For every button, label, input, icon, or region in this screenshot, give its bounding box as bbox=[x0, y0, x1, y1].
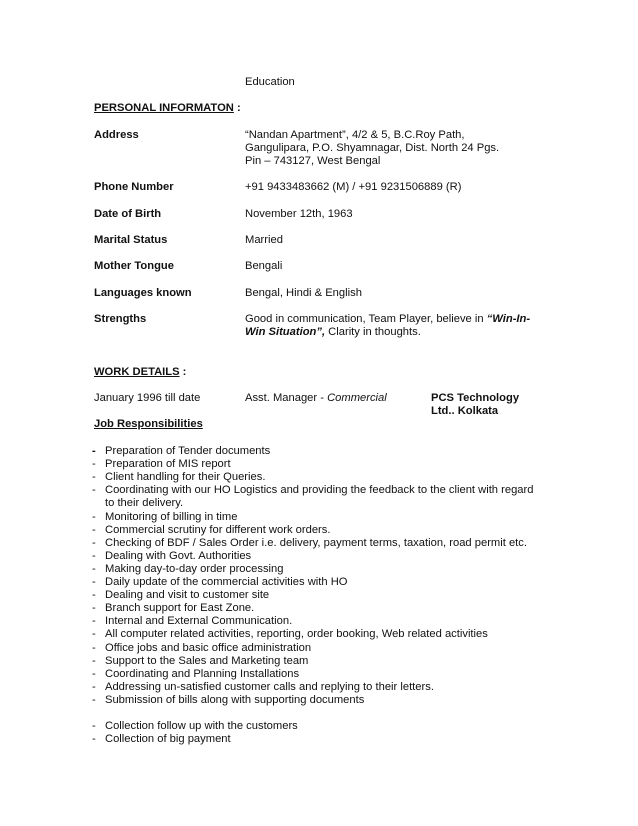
list-item bbox=[92, 497, 183, 510]
list-item bbox=[92, 445, 270, 458]
bullet-dash: - bbox=[92, 668, 96, 680]
list-item bbox=[92, 615, 292, 628]
list-item-text: All computer related activities, reporting, order booking, Web related activities bbox=[105, 628, 488, 640]
list-item-text: to their delivery. bbox=[105, 497, 184, 509]
work-role-emph: Commercial bbox=[327, 392, 387, 404]
bullet-dash: - bbox=[92, 720, 96, 732]
bullet-dash: - bbox=[92, 537, 96, 549]
bullet-dash: - bbox=[92, 576, 96, 588]
address-label: Address bbox=[94, 129, 139, 141]
list-item bbox=[92, 550, 251, 563]
mother-tongue-label: Mother Tongue bbox=[94, 260, 174, 272]
list-item bbox=[92, 681, 434, 694]
list-item-text: Internal and External Communication. bbox=[105, 615, 293, 627]
list-item bbox=[92, 655, 308, 668]
list-item bbox=[92, 511, 237, 524]
list-item-text: Collection follow up with the customers bbox=[105, 720, 298, 732]
list-item bbox=[92, 642, 311, 655]
languages-label: Languages known bbox=[94, 287, 192, 299]
personal-info-heading bbox=[94, 102, 241, 115]
phone-value: +91 9433483662 (M) / +91 9231506889 (R) bbox=[245, 181, 462, 193]
job-responsibilities-heading: Job Responsibilities bbox=[94, 418, 203, 430]
list-item-text: Coordinating with our HO Logistics and providing the feedback to the client with regard bbox=[105, 484, 534, 496]
company-line-2: Ltd.. Kolkata bbox=[431, 405, 499, 417]
dob-value: November 12th, 1963 bbox=[245, 208, 353, 220]
list-item bbox=[92, 668, 299, 681]
address-line-1: “Nandan Apartment”, 4/2 & 5, B.C.Roy Path, bbox=[245, 129, 465, 141]
mother-tongue-value: Bengali bbox=[245, 260, 283, 272]
phone-label: Phone Number bbox=[94, 181, 174, 193]
bullet-dash: - bbox=[92, 642, 96, 654]
marital-value: Married bbox=[245, 234, 283, 246]
list-item-text: Daily update of the commercial activities with HO bbox=[105, 576, 348, 588]
bullet-dash: - bbox=[92, 694, 96, 706]
list-item bbox=[92, 458, 231, 471]
personal-info-heading-suffix: : bbox=[233, 102, 241, 114]
list-item bbox=[92, 589, 269, 602]
work-role-text: Asst. Manager - bbox=[245, 392, 328, 404]
list-item-text: Checking of BDF / Sales Order i.e. delivery, payment terms, taxation, road permit etc. bbox=[105, 537, 527, 549]
list-item-text: Client handling for their Queries. bbox=[105, 471, 266, 483]
bullet-dash: - bbox=[92, 681, 96, 693]
strengths-line-2-emph: Win Situation”, bbox=[245, 326, 326, 338]
bullet-dash: - bbox=[92, 445, 96, 457]
bullet-dash: - bbox=[92, 484, 96, 496]
bullet-dash: - bbox=[92, 733, 96, 745]
strengths-line-1-emph: “Win-In- bbox=[486, 313, 531, 325]
list-item-text: Addressing un-satisfied customer calls and replying to their letters. bbox=[105, 681, 434, 693]
list-item bbox=[92, 471, 265, 484]
list-item bbox=[92, 628, 488, 641]
bullet-dash: - bbox=[92, 655, 96, 667]
bullet-dash: - bbox=[92, 524, 96, 536]
marital-label: Marital Status bbox=[94, 234, 168, 246]
work-details-heading bbox=[94, 366, 186, 379]
list-item-text: Preparation of Tender documents bbox=[105, 445, 271, 457]
list-item-text: Making day-to-day order processing bbox=[105, 563, 284, 575]
list-item-text: Office jobs and basic office administration bbox=[105, 642, 312, 654]
personal-info-heading-text: PERSONAL INFORMATON bbox=[94, 102, 234, 114]
work-details-heading-suffix: : bbox=[179, 366, 187, 378]
list-item-text: Support to the Sales and Marketing team bbox=[105, 655, 309, 667]
bullet-dash: - bbox=[92, 458, 96, 470]
list-item bbox=[92, 720, 298, 733]
work-details-heading-text: WORK DETAILS bbox=[94, 366, 180, 378]
bullet-dash: - bbox=[92, 511, 96, 523]
bullet-dash: - bbox=[92, 615, 96, 627]
bullet-dash: - bbox=[92, 628, 96, 640]
bullet-dash: - bbox=[92, 471, 96, 483]
strengths-line-1-text: Good in communication, Team Player, believe in bbox=[245, 313, 487, 325]
list-item bbox=[92, 602, 254, 615]
bullet-dash: - bbox=[92, 563, 96, 575]
education-line: Education bbox=[245, 76, 295, 88]
bullet-dash: - bbox=[92, 589, 96, 601]
work-role bbox=[245, 392, 387, 405]
list-item bbox=[92, 694, 364, 707]
list-item bbox=[92, 563, 283, 576]
list-item bbox=[92, 537, 527, 550]
list-item-text: Dealing and visit to customer site bbox=[105, 589, 270, 601]
list-item-text: Preparation of MIS report bbox=[105, 458, 231, 470]
list-item-text: Coordinating and Planning Installations bbox=[105, 668, 300, 680]
strengths-label: Strengths bbox=[94, 313, 147, 325]
bullet-dash: - bbox=[92, 550, 96, 562]
dob-label: Date of Birth bbox=[94, 208, 162, 220]
work-period: January 1996 till date bbox=[94, 392, 201, 404]
list-item bbox=[92, 484, 533, 497]
list-item-text: Branch support for East Zone. bbox=[105, 602, 255, 614]
languages-value: Bengal, Hindi & English bbox=[245, 287, 362, 299]
bullet-dash: - bbox=[92, 602, 96, 614]
list-item bbox=[92, 733, 231, 746]
list-item-text: Monitoring of billing in time bbox=[105, 511, 238, 523]
strengths-line-2-text: Clarity in thoughts. bbox=[325, 326, 421, 338]
list-item bbox=[92, 576, 348, 589]
list-item bbox=[92, 524, 330, 537]
strengths-line-1 bbox=[245, 313, 530, 326]
list-item-text: Commercial scrutiny for different work orders. bbox=[105, 524, 331, 536]
list-item-text: Dealing with Govt. Authorities bbox=[105, 550, 252, 562]
address-line-3: Pin – 743127, West Bengal bbox=[245, 155, 381, 167]
company-line-1: PCS Technology bbox=[431, 392, 520, 404]
list-item-text: Collection of big payment bbox=[105, 733, 231, 745]
list-item-text: Submission of bills along with supporting documents bbox=[105, 694, 365, 706]
address-line-2: Gangulipara, P.O. Shyamnagar, Dist. North 24 Pgs. bbox=[245, 142, 500, 154]
strengths-line-2 bbox=[245, 326, 421, 339]
